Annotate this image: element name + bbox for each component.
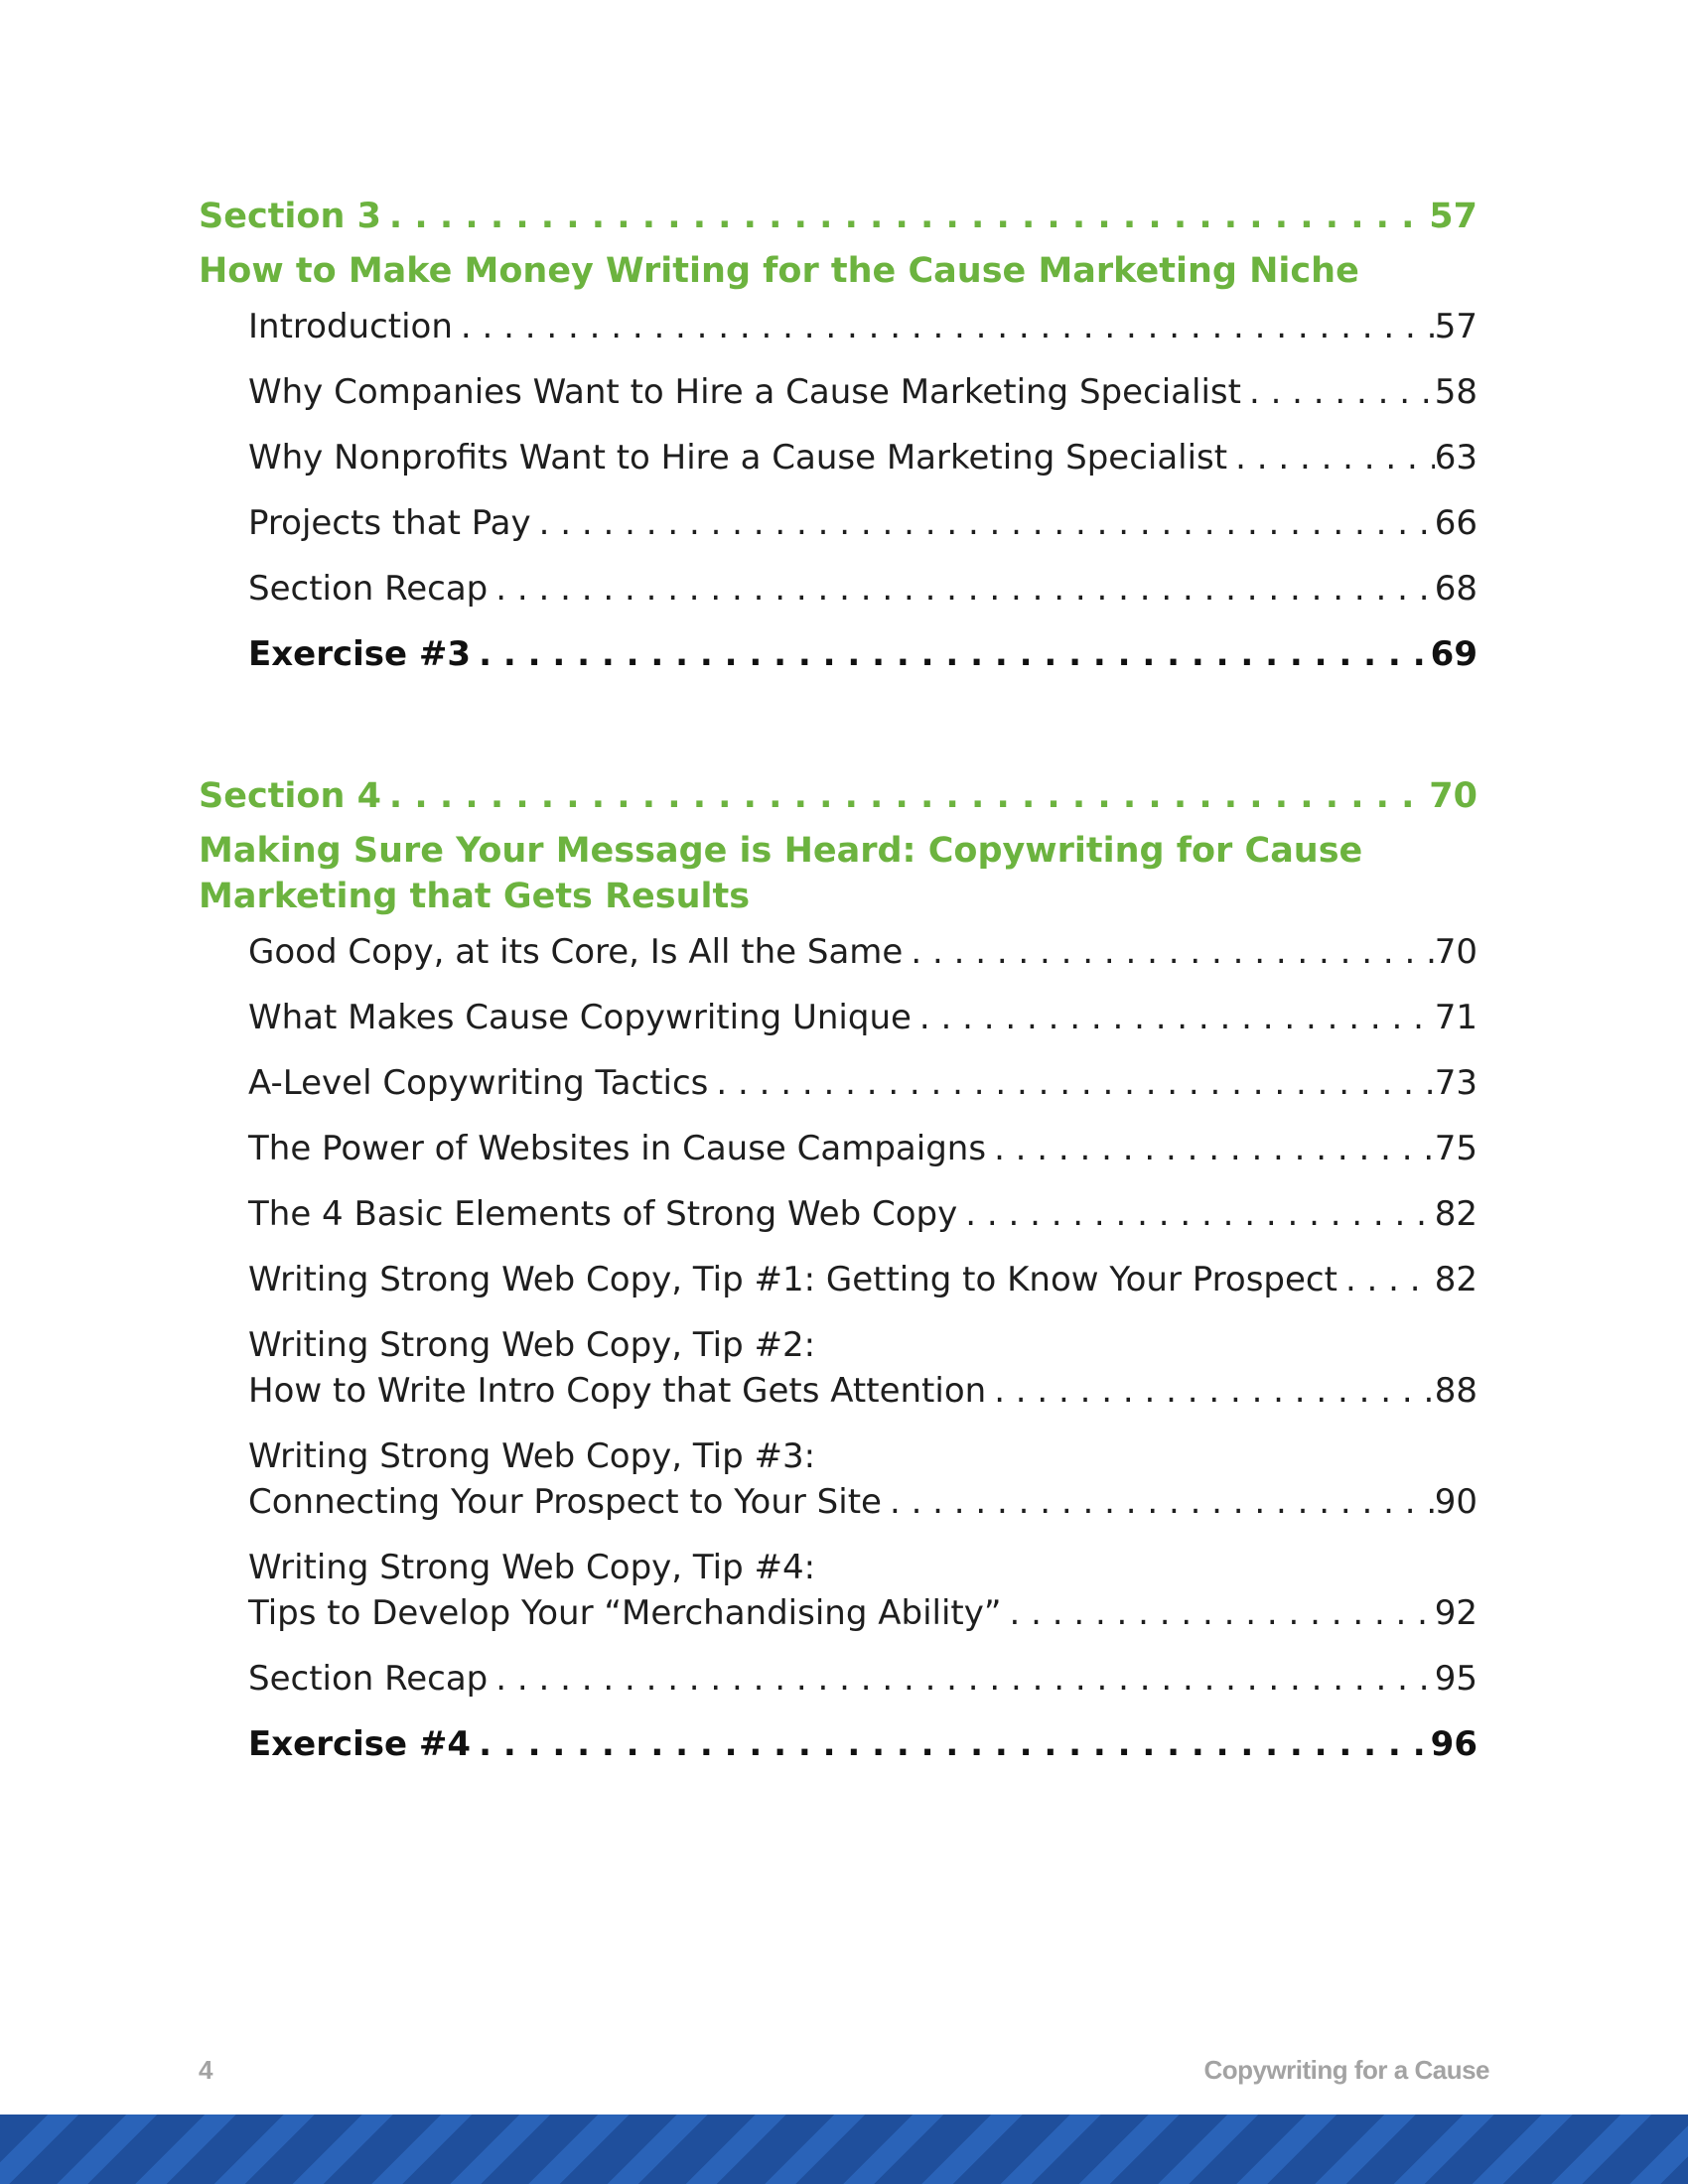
dot-leader: [471, 631, 1431, 677]
section-title-line: Making Sure Your Message is Heard: Copywriting for Cause: [199, 831, 1363, 871]
entry-label: Tips to Develop Your “Merchandising Ability”: [248, 1593, 1002, 1633]
section-3-title: How to Make Money Writing for the Cause Marketing Niche: [199, 251, 1359, 291]
entry-page: 82: [1434, 1260, 1477, 1299]
section-spacer: [199, 697, 1477, 768]
dot-leader: [471, 1721, 1431, 1767]
entry-label-line1: Writing Strong Web Copy, Tip #2:: [248, 1325, 816, 1365]
entry-label: Exercise #4: [248, 1724, 472, 1764]
dot-leader: [453, 304, 1435, 349]
section-title-line: Marketing that Gets Results: [199, 877, 751, 916]
page-footer: [0, 2055, 1688, 2095]
section-page: 57: [1429, 197, 1477, 236]
entry-page: 90: [1434, 1482, 1477, 1522]
toc-entry[interactable]: [248, 435, 1477, 480]
entry-page: 75: [1434, 1129, 1477, 1168]
toc-entry[interactable]: [248, 1433, 1477, 1525]
entry-label: Introduction: [248, 307, 453, 346]
toc-entry[interactable]: [248, 929, 1477, 975]
dot-leader: [488, 566, 1434, 612]
toc-entry-exercise[interactable]: [248, 1721, 1477, 1767]
section-4-title: [199, 828, 1477, 919]
entry-page: 95: [1434, 1659, 1477, 1699]
toc-entry[interactable]: [248, 995, 1477, 1040]
toc-entry[interactable]: [248, 1322, 1477, 1414]
entry-label: Section Recap: [248, 569, 489, 609]
toc-entry[interactable]: [248, 1656, 1477, 1702]
toc-entry[interactable]: [248, 1126, 1477, 1171]
toc-entry[interactable]: [248, 1545, 1477, 1636]
entry-label-line1: Writing Strong Web Copy, Tip #3:: [248, 1436, 816, 1476]
decorative-striped-band: [0, 2115, 1688, 2184]
entry-page: 69: [1430, 634, 1477, 674]
toc-entry[interactable]: [248, 304, 1477, 349]
toc-entry[interactable]: [248, 1191, 1477, 1237]
toc-entry[interactable]: [248, 1060, 1477, 1106]
entry-page: 70: [1434, 932, 1477, 972]
entry-label: Writing Strong Web Copy, Tip #1: Getting to Know Your Prospect: [248, 1260, 1337, 1299]
section-page: 70: [1429, 776, 1477, 816]
toc-entry-exercise[interactable]: [248, 631, 1477, 677]
dot-leader: [708, 1060, 1434, 1106]
entry-label: Projects that Pay: [248, 503, 531, 543]
entry-label: Section Recap: [248, 1659, 489, 1699]
entry-label: The Power of Websites in Cause Campaigns: [248, 1129, 987, 1168]
toc-entry[interactable]: [248, 500, 1477, 546]
book-title: Copywriting for a Cause: [1203, 2055, 1489, 2085]
dot-leader: [986, 1368, 1435, 1414]
toc-entry[interactable]: [248, 1257, 1477, 1302]
entry-label: What Makes Cause Copywriting Unique: [248, 998, 912, 1037]
entry-page: 68: [1434, 569, 1477, 609]
page-number: 4: [199, 2055, 213, 2085]
dot-leader: [1337, 1257, 1435, 1302]
entry-label: How to Write Intro Copy that Gets Attention: [248, 1371, 987, 1411]
entry-page: 66: [1434, 503, 1477, 543]
entry-label-line1: Writing Strong Web Copy, Tip #4:: [248, 1548, 816, 1587]
section-3-entries: [199, 304, 1477, 677]
entry-page: 57: [1434, 307, 1477, 346]
dot-leader: [986, 1126, 1435, 1171]
entry-page: 82: [1434, 1194, 1477, 1234]
entry-label: Good Copy, at its Core, Is All the Same: [248, 932, 904, 972]
dot-leader: [912, 995, 1435, 1040]
dot-leader: [957, 1191, 1435, 1237]
section-4-heading[interactable]: [199, 768, 1477, 824]
entry-page: 92: [1434, 1593, 1477, 1633]
section-3-heading[interactable]: [199, 189, 1477, 244]
entry-page: 73: [1434, 1063, 1477, 1103]
dot-leader: [1227, 435, 1435, 480]
dot-leader: [381, 189, 1429, 244]
entry-label: Why Nonprofits Want to Hire a Cause Marketing Specialist: [248, 438, 1228, 478]
section-4-entries: [199, 929, 1477, 1767]
entry-label: A-Level Copywriting Tactics: [248, 1063, 709, 1103]
entry-label: Why Companies Want to Hire a Cause Marketing Specialist: [248, 372, 1241, 412]
section-label: Section 3: [199, 197, 381, 236]
entry-label: Connecting Your Prospect to Your Site: [248, 1482, 882, 1522]
entry-label: The 4 Basic Elements of Strong Web Copy: [248, 1194, 958, 1234]
dot-leader: [1241, 369, 1435, 415]
dot-leader: [488, 1656, 1434, 1702]
table-of-contents: [199, 189, 1477, 1787]
entry-page: 71: [1434, 998, 1477, 1037]
entry-page: 96: [1430, 1724, 1477, 1764]
dot-leader: [381, 768, 1429, 824]
dot-leader: [882, 1479, 1435, 1525]
entry-page: 63: [1434, 438, 1477, 478]
entry-page: 88: [1434, 1371, 1477, 1411]
dot-leader: [1001, 1590, 1434, 1636]
section-label: Section 4: [199, 776, 381, 816]
toc-entry[interactable]: [248, 369, 1477, 415]
dot-leader: [531, 500, 1435, 546]
entry-label: Exercise #3: [248, 634, 472, 674]
entry-page: 58: [1434, 372, 1477, 412]
toc-entry[interactable]: [248, 566, 1477, 612]
dot-leader: [903, 929, 1434, 975]
